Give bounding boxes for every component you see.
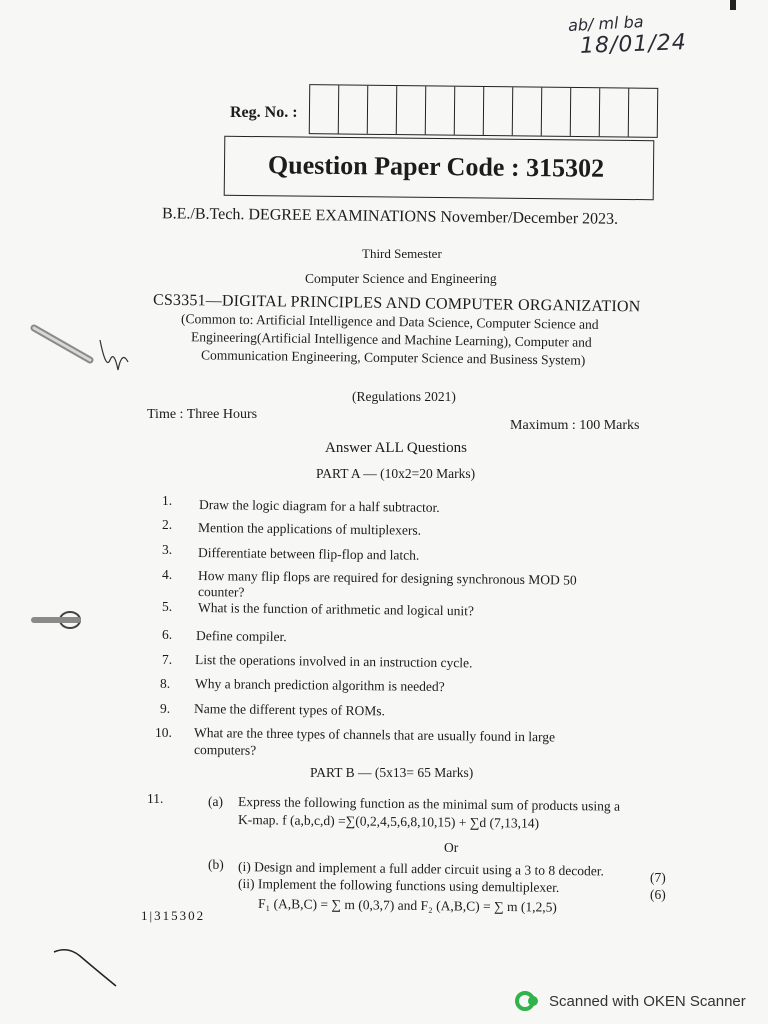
question-text: F₁ (A,B,C) = ∑ m (0,3,7) and F₂ (A,B,C) = ∑ m (1,2,5) (257, 896, 557, 915)
reg-no-label: Reg. No. : (230, 104, 298, 121)
handwritten-date: 18/01/24 (579, 30, 688, 59)
reg-no-digit-box (571, 88, 601, 136)
question-number: 9. (160, 701, 171, 716)
question-text: (i) Design and implement a full adder circuit using a 3 to 8 decoder. (237, 859, 604, 879)
part-a-heading: PART A — (10x2=20 Marks) (316, 466, 476, 481)
reg-no-digit-box (542, 88, 572, 136)
question-number: 8. (160, 676, 171, 691)
scanner-watermark-text: Scanned with OKEN Scanner (549, 992, 746, 1010)
maximum-marks: Maximum : 100 Marks (510, 418, 640, 433)
question-number: 4. (162, 567, 173, 582)
handwritten-note: ab/ ml ba (567, 12, 644, 35)
sub-question-label: (a) (208, 794, 223, 809)
question-text: counter? (197, 584, 245, 600)
instruction: Answer ALL Questions (325, 440, 467, 456)
common-to-line: Communication Engineering, Computer Science and Business System) (200, 347, 586, 368)
part-b-heading: PART B — (5x13= 65 Marks) (310, 765, 474, 780)
paper-code: Question Paper Code : 315302 (267, 150, 605, 183)
question-text: Draw the logic diagram for a half subtractor. (198, 497, 440, 515)
exam-duration: Time : Three Hours (147, 407, 258, 422)
reg-no-digit-box (455, 87, 485, 135)
reg-no-digit-box (600, 88, 630, 136)
question-text: Differentiate between flip-flop and latch. (197, 545, 420, 563)
reg-no-digit-box (397, 86, 427, 134)
question-text: computers? (193, 742, 257, 758)
scanner-watermark (515, 988, 746, 1014)
question-number: 11. (147, 791, 164, 806)
pen-stroke-bottom (50, 940, 120, 990)
question-text: Name the different types of ROMs. (193, 701, 386, 719)
question-number: 1. (162, 493, 173, 508)
reg-no-boxes (309, 84, 659, 138)
question-number: 7. (162, 652, 173, 667)
question-number: 5. (162, 599, 173, 614)
exam-title: B.E./B.Tech. DEGREE EXAMINATIONS November/December 2023. (161, 205, 619, 228)
question-text: What are the three types of channels that are usually found in large (193, 725, 556, 745)
reg-no-digit-box (368, 86, 398, 134)
staple-mark-top (30, 320, 130, 380)
semester: Third Semester (362, 246, 442, 261)
question-text: K-map. f (a,b,c,d) =∑(0,2,4,5,6,8,10,15) + ∑d (7,13,14) (237, 812, 540, 831)
sub-question-label: (b) (208, 857, 224, 872)
course-title: CS3351—DIGITAL PRINCIPLES AND COMPUTER ORGANIZATION (152, 291, 641, 316)
reg-no-digit-box (310, 85, 340, 133)
question-number: 2. (162, 517, 173, 532)
question-marks: (6) (650, 887, 666, 902)
question-text: Express the following function as the minimal sum of products using a (237, 794, 621, 814)
reg-no-digit-box (426, 86, 456, 134)
common-to-line: (Common to: Artificial Intelligence and Data Science, Computer Science and (180, 311, 599, 332)
question-number: 6. (162, 627, 173, 642)
staple-mark-middle (30, 600, 90, 640)
common-to-line: Engineering(Artificial Intelligence and Machine Learning), Computer and (190, 329, 592, 350)
question-number: 10. (155, 725, 172, 740)
question-text: Define compiler. (195, 628, 287, 645)
question-text: Why a branch prediction algorithm is needed? (194, 676, 445, 695)
oken-scanner-logo-icon (515, 988, 541, 1014)
or-separator: Or (444, 840, 459, 855)
question-text: How many flip flops are required for designing synchronous MOD 50 (197, 568, 577, 588)
question-number: 3. (162, 542, 173, 557)
reg-no-digit-box (484, 87, 514, 135)
regulations: (Regulations 2021) (352, 389, 456, 404)
question-text: (ii) Implement the following functions using demultiplexer. (237, 876, 560, 895)
reg-no-digit-box (513, 87, 543, 135)
department: Computer Science and Engineering (305, 271, 497, 286)
question-text: List the operations involved in an instruction cycle. (194, 652, 473, 671)
question-text: What is the function of arithmetic and logical unit? (197, 600, 474, 619)
page-footer: 1|315302 (141, 908, 206, 923)
reg-no-digit-box (339, 85, 369, 133)
edge-mark (730, 0, 736, 10)
question-text: Mention the applications of multiplexers. (197, 520, 422, 538)
question-marks: (7) (650, 870, 666, 885)
reg-no-digit-box (629, 89, 658, 137)
